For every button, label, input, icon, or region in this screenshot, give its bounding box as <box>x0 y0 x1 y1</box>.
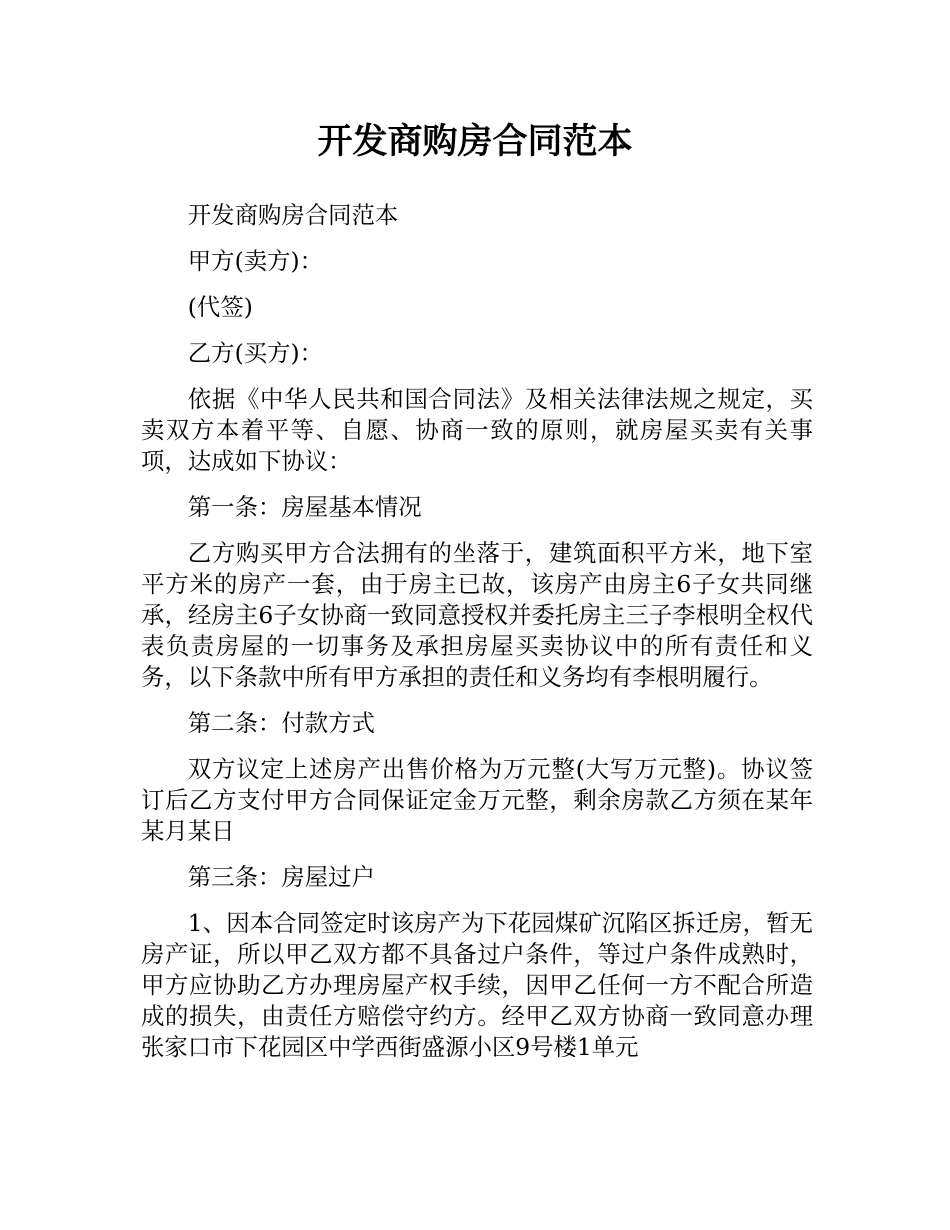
article-2-heading: 第二条：付款方式 <box>187 709 375 737</box>
paragraph-preamble: 依据《中华人民共和国合同法》及相关法律法规之规定，买卖双方本着平等、自愿、协商一致的原则，就房屋买卖有关事项，达成如下协议： <box>141 385 813 475</box>
paragraph-party-b: 乙方(买方)： <box>187 339 324 367</box>
paragraph-heading-repeat: 开发商购房合同范本 <box>187 201 399 229</box>
document-title: 开发商购房合同范本 <box>317 122 633 162</box>
paragraph-party-a: 甲方(卖方)： <box>187 247 324 275</box>
document-body <box>141 200 813 1078</box>
article-3-heading: 第三条：房屋过户 <box>187 863 375 891</box>
article-3-clause-1: 1、因本合同签定时该房产为下花园煤矿沉陷区拆迁房，暂无房产证，所以甲乙双方都不具备过户条件，等过户条件成熟时，甲方应协助乙方办理房屋产权手续，因甲乙任何一方不配合所造成的损失，由责任方赔偿守约方。经甲乙双方协商一致同意办理张家口市下花园区中学西街盛源小区9号楼1单元 <box>141 909 813 1061</box>
article-2-body: 双方议定上述房产出售价格为万元整(大写万元整)。协议签订后乙方支付甲方合同保证定金万元整，剩余房款乙方须在某年某月某日 <box>141 755 813 845</box>
paragraph-proxy-sign: (代签) <box>187 293 253 321</box>
article-1-heading: 第一条：房屋基本情况 <box>187 493 422 521</box>
article-1-body: 乙方购买甲方合法拥有的坐落于，建筑面积平方米，地下室平方米的房产一套，由于房主已故，该房产由房主6子女共同继承，经房主6子女协商一致同意授权并委托房主三子李根明全权代表负责房屋的一切事务及承担房屋买卖协议中的所有责任和义务，以下条款中所有甲方承担的责任和义务均有李根明履行。 <box>141 539 813 691</box>
